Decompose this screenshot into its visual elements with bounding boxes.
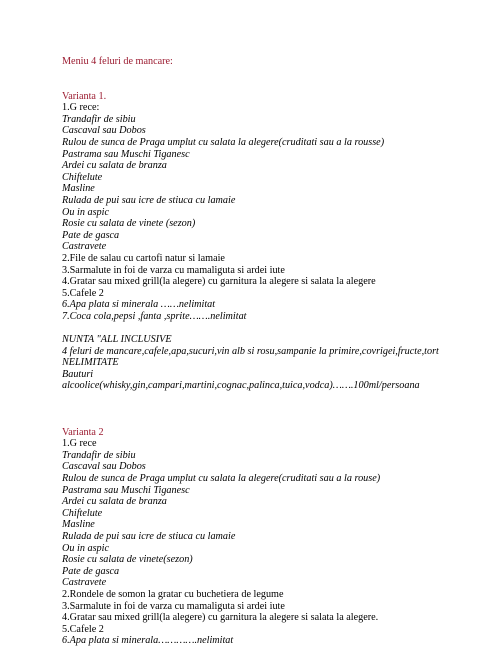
v2-line: Rulou de sunca de Praga umplut cu salata la alegere(cruditati sau a la rouse)	[62, 473, 381, 484]
v1-line: Trandafir de sibiu	[62, 113, 136, 125]
v1-line: Rosie cu salata de vinete (sezon)	[62, 218, 196, 230]
menu-title: Meniu 4 feluri de mancare:	[62, 56, 173, 67]
nunta-line: Bauturi	[62, 368, 94, 380]
v1-line: Pastrama sau Muschi Tiganesc	[62, 148, 190, 160]
v1-line: 4.Gratar sau mixed grill(la alegere) cu garnitura la alegere si salata la alegere	[62, 276, 376, 288]
v1-line: 3.Sarmalute in foi de varza cu mamaliguta si ardei iute	[62, 264, 285, 276]
variant-1-heading: Varianta 1.	[62, 90, 107, 102]
v1-line: 6.Apa plata si minerala ……nelimitat	[62, 299, 216, 311]
v2-line: 1.G rece	[62, 438, 97, 450]
nunta-line: 4 feluri de mancare,cafele,apa,sucuri,vin alb si rosu,sampanie la primire,covrigei,fructe,tort NELIMITATE	[62, 345, 439, 369]
v1-line: Cascaval sau Dobos	[62, 125, 146, 137]
v2-line: 5.Cafele 2	[62, 623, 104, 635]
v2-line: 6.Apa plata si minerala………….nelimitat	[62, 635, 234, 647]
nunta-title: NUNTA "ALL INCLUSIVE	[62, 334, 172, 346]
v2-line: Chiftelute	[62, 507, 103, 519]
v1-line: 2.File de salau cu cartofi natur si lamaie	[62, 252, 225, 264]
v2-line: 2.Rondele de somon la gratar cu buchetiera de legume	[62, 588, 284, 600]
v2-line: Rulada de pui sau icre de stiuca cu lamaie	[62, 530, 236, 542]
v1-line: Rulou de sunca de Praga umplut cu salata la alegere(cruditati sau a la rousse)	[62, 136, 385, 148]
v2-line: 3.Sarmalute in foi de varza cu mamaliguta si ardei iute	[62, 600, 285, 612]
v1-line: Ardei cu salata de branza	[62, 160, 167, 172]
v1-line: 7.Coca cola,pepsi ,fanta ,sprite…….nelimitat	[62, 310, 247, 322]
v2-line: Masline	[62, 519, 95, 531]
v1-line: 5.Cafele 2	[62, 287, 104, 299]
v1-line: Masline	[62, 183, 95, 195]
v1-line: Pate de gasca	[62, 229, 120, 241]
variant-2-heading: Varianta 2	[62, 426, 104, 438]
v1-line: Ou in aspic	[62, 206, 109, 218]
v2-line: Pate de gasca	[62, 565, 120, 577]
v2-line: Castravete	[62, 577, 107, 589]
document-body	[62, 56, 482, 647]
v2-line: Cascaval sau Dobos	[62, 461, 146, 473]
spacer	[62, 68, 482, 91]
v1-line: Castravete	[62, 241, 107, 253]
v1-line: 1.G rece:	[62, 102, 100, 114]
spacer	[62, 322, 482, 334]
v2-line: Rosie cu salata de vinete(sezon)	[62, 554, 193, 566]
v1-line: Rulada de pui sau icre de stiuca cu lamaie	[62, 194, 236, 206]
v2-line: Pastrama sau Muschi Tiganesc	[62, 484, 190, 496]
spacer	[62, 392, 482, 415]
v2-line: 4.Gratar sau mixed grill(la alegere) cu garnitura la alegere si salata la alegere.	[62, 612, 379, 624]
nunta-line: alcoolice(whisky,gin,campari,martini,cognac,palinca,tuica,vodca)…….100ml/persoana	[62, 380, 420, 392]
v1-line: Chiftelute	[62, 171, 103, 183]
v2-line: Trandafir de sibiu	[62, 449, 136, 461]
v2-line: Ardei cu salata de branza	[62, 496, 167, 508]
v2-line: Ou in aspic	[62, 542, 109, 554]
spacer	[62, 415, 482, 427]
